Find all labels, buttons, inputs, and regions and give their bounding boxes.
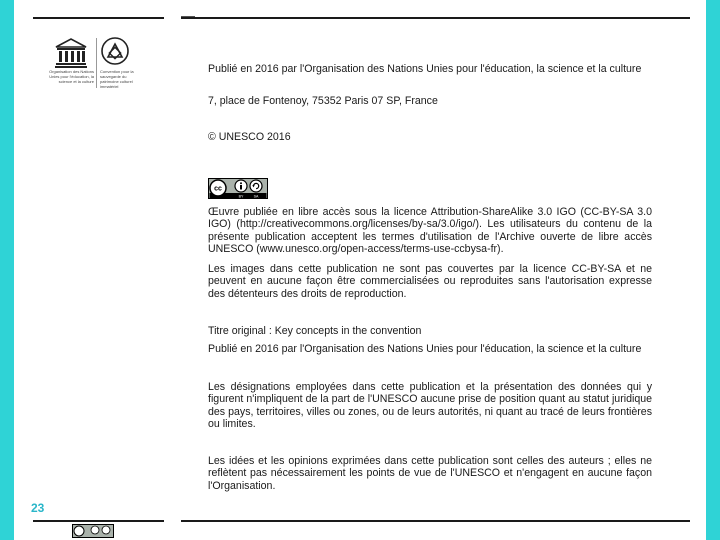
bottom-left-rule [33, 520, 164, 522]
top-right-rule [181, 17, 690, 19]
cc-icon [210, 180, 226, 196]
sa-icon [250, 180, 262, 192]
address: 7, place de Fontenoy, 75352 Paris 07 SP, France [208, 95, 438, 107]
by-label: BY [238, 194, 244, 199]
designations-text: Les désignations employées dans cette publication et la présentation des données qui y figurent n'impliquent de la part de l'UNESCO aucune prise de position quant au statut juridique des pays, territoires, villes ou zones, ou de leurs autorités, ni quant au tracé de leurs frontières ou limites. [208, 381, 652, 431]
images-text: Les images dans cette publication ne sont pas couvertes par la licence CC-BY-SA et ne peuvent en aucune façon être commercialisées ou reproduites sans l'autorisation expresse des détenteurs des droits de reproduction. [208, 263, 652, 300]
cc-footer-badge [72, 524, 114, 538]
page-number: 23 [31, 501, 45, 515]
logo-divider [96, 38, 97, 88]
bottom-right-rule [181, 520, 690, 522]
publication-line: Publié en 2016 par l'Organisation des Nations Unies pour l'éducation, la science et la culture [208, 63, 642, 75]
unesco-temple-logo [54, 36, 88, 68]
logo-block [44, 36, 144, 96]
original-title: Titre original : Key concepts in the convention [208, 325, 422, 337]
sa-label: SA [253, 194, 259, 199]
by-icon [235, 180, 247, 192]
document-page [14, 0, 706, 540]
svg-text:cc: cc [214, 185, 222, 193]
cc-by-sa-badge [208, 178, 268, 199]
publication-line-2: Publié en 2016 par l'Organisation des Nations Unies pour l'éducation, la science et la culture [208, 343, 642, 355]
unesco-org-text: Organisation des Nations Unies pour l'éducation, la science et la culture [49, 69, 94, 84]
convention-emblem-icon [100, 36, 130, 66]
convention-text: Convention pour la sauvegarde du patrimoine culturel immatériel [100, 69, 134, 89]
top-left-rule [33, 17, 164, 19]
opinions-text: Les idées et les opinions exprimées dans cette publication sont celles des auteurs ; elles ne reflètent pas nécessairement les points de vue de l'UNESCO et n'engagent en aucune façon l'Organisation. [208, 455, 652, 492]
copyright: © UNESCO 2016 [208, 131, 291, 143]
license-text: Œuvre publiée en libre accès sous la licence Attribution-ShareAlike 3.0 IGO (CC-BY-SA 3.0 IGO) (http://creativecommons.org/licenses/by-sa/3.0/igo/). Les utilisateurs du contenu de la présente publication acceptent les termes d'utilisation de l'Archive ouverte de libre accès UNESCO (www.unesco.org/open-access/terms-use-ccbysa-fr). [208, 206, 652, 256]
